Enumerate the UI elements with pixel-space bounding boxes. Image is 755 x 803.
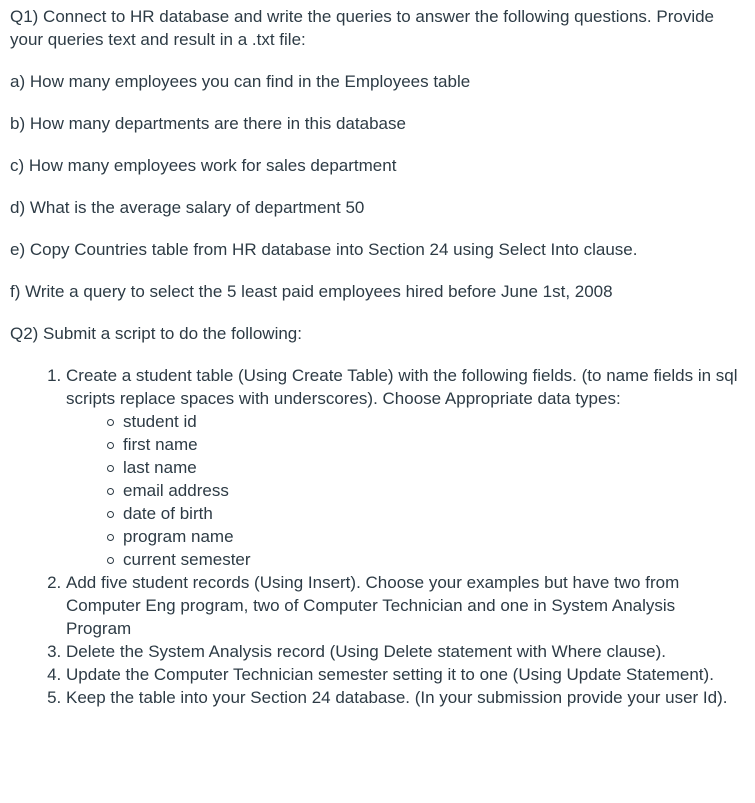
field-item: email address (123, 479, 745, 502)
q2-step-1-text: Create a student table (Using Create Table) with the following fields. (to name fields in sql scripts replace spaces with underscores). Choose Appropriate data types: (66, 366, 738, 408)
field-item: last name (123, 456, 745, 479)
q1-item-b: b) How many departments are there in this database (10, 114, 406, 133)
q1-item-a: a) How many employees you can find in the Employees table (10, 72, 471, 91)
q2-intro: Q2) Submit a script to do the following: (10, 324, 302, 343)
student-fields-list (66, 410, 745, 571)
q2-steps-list (10, 364, 745, 709)
q1-item-e: e) Copy Countries table from HR database into Section 24 using Select Into clause. (10, 240, 638, 259)
field-item: current semester (123, 548, 745, 571)
field-item: student id (123, 410, 745, 433)
field-item: first name (123, 433, 745, 456)
q2-step-5: 5. Keep the table into your Section 24 database. (In your submission provide your user Id). (66, 686, 745, 709)
q1-item-f: f) Write a query to select the 5 least paid employees hired before June 1st, 2008 (10, 282, 613, 301)
field-item: date of birth (123, 502, 745, 525)
q1-item-d: d) What is the average salary of department 50 (10, 198, 365, 217)
field-item: program name (123, 525, 745, 548)
q1-item-c: c) How many employees work for sales department (10, 156, 397, 175)
q1-intro: Q1) Connect to HR database and write the queries to answer the following questions. Provide your queries text and result in a .txt file: (10, 7, 715, 49)
q2-step-1 (66, 364, 745, 571)
q2-step-3: 3. Delete the System Analysis record (Using Delete statement with Where clause). (66, 640, 745, 663)
q2-step-4: 4. Update the Computer Technician semester setting it to one (Using Update Statement). (66, 663, 745, 686)
q2-step-2: 2. Add five student records (Using Insert). Choose your examples but have two from Computer Eng program, two of Computer Technician and one in System Analysis Program (66, 571, 745, 640)
